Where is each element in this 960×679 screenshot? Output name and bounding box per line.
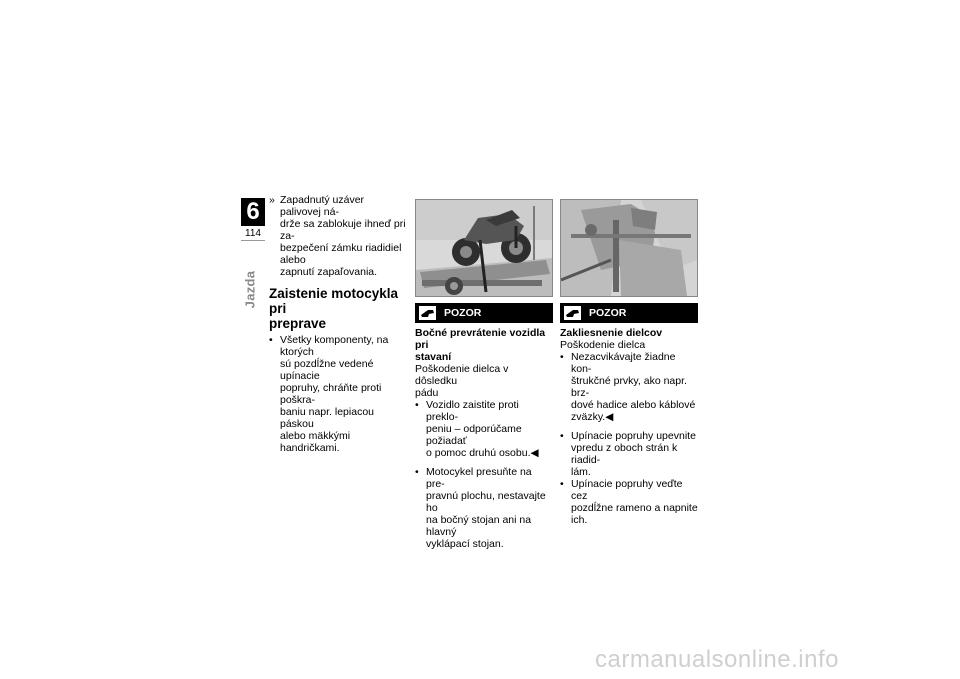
bullet-item (560, 430, 698, 478)
hand-warning-icon (419, 306, 436, 320)
text-line: Upínacie popruhy upevnite (571, 430, 696, 442)
strap-detail-illustration (561, 200, 697, 296)
text-line: sú pozdĺžne vedené upínacie (280, 358, 374, 382)
bullet-marker: • (560, 430, 564, 442)
chapter-side-label (234, 272, 264, 312)
heading-line: stavaní (415, 351, 452, 363)
hazard-description (415, 363, 553, 399)
watermark-text: carmanualsonline.info (595, 646, 839, 673)
bullet-item (415, 399, 553, 459)
chapter-tab (241, 198, 265, 240)
text-line: na bočný stojan ani na hlavný (426, 514, 532, 538)
motorcycle-on-trailer-illustration (416, 200, 552, 296)
hazard-heading: Zakliesnenie dielcov (560, 327, 663, 339)
strap-detail-photo (560, 199, 698, 297)
caution-title: POZOR (444, 307, 482, 319)
text-line: pádu (415, 387, 439, 399)
text-line: Zapadnutý uzáver palivovej ná- (280, 194, 365, 218)
text-line: Poškodenie dielca v dôsledku (415, 363, 509, 387)
bullet-marker: • (560, 351, 564, 363)
text-line: baniu napr. lepiacou páskou (280, 406, 374, 430)
text-line: lám. (571, 466, 591, 478)
text-line: vyklápací stojan. (426, 538, 504, 550)
text-line: Vozidlo zaistite proti preklo- (426, 399, 519, 423)
hand-warning-icon (564, 306, 581, 320)
text-line: drže sa zablokuje ihneď pri za- (280, 218, 406, 242)
column-1 (269, 194, 407, 454)
bullet-item (560, 478, 698, 526)
text-line: o pomoc druhú osobu.◀ (426, 447, 539, 459)
text-line: Nezacvikávajte žiadne kon- (571, 351, 676, 375)
bullet-marker: • (415, 466, 419, 478)
bullet-item (415, 466, 553, 550)
chapter-number: 6 (241, 198, 265, 226)
hazard-description: Poškodenie dielca (560, 339, 646, 351)
hazard-heading (415, 327, 553, 363)
text-line: pozdĺžne rameno a napnite ich. (571, 502, 698, 526)
caution-banner (415, 303, 553, 323)
heading-line: Zaistenie motocykla pri (269, 286, 399, 316)
section-heading (269, 286, 407, 331)
result-arrow-marker: » (269, 194, 275, 206)
chapter-side-label-text: Jazda (242, 270, 258, 309)
text-line: bezpečení zámku riadidiel alebo (280, 242, 402, 266)
caution-title: POZOR (589, 307, 627, 319)
bullet-item (560, 351, 698, 423)
text-line: Všetky komponenty, na ktorých (280, 334, 389, 358)
text-line: zväzky.◀ (571, 411, 614, 423)
text-line: zapnutí zapaľovania. (280, 266, 378, 278)
text-line: popruhy, chráňte proti poškra- (280, 382, 382, 406)
heading-line: Bočné prevrátenie vozidla pri (415, 327, 546, 351)
caution-banner (560, 303, 698, 323)
page-rule (241, 240, 265, 241)
text-line: Motocykel presuňte na pre- (426, 466, 532, 490)
text-line: peniu – odporúčame požiadať (426, 423, 522, 447)
bullet-marker: • (560, 478, 564, 490)
bullet-marker: • (269, 334, 273, 346)
bullet-item (269, 334, 407, 454)
page-number: 114 (241, 226, 265, 241)
text-line: štrukčné prvky, ako napr. brz- (571, 375, 687, 399)
text-line: vpredu z oboch strán k riadid- (571, 442, 678, 466)
intro-item (269, 194, 407, 278)
motorcycle-on-trailer-photo (415, 199, 553, 297)
text-line: Upínacie popruhy veďte cez (571, 478, 683, 502)
heading-line: preprave (269, 316, 327, 331)
column-3 (560, 199, 698, 526)
bullet-marker: • (415, 399, 419, 411)
text-line: alebo mäkkými handričkami. (280, 430, 351, 454)
column-2 (415, 199, 553, 550)
text-line: pravnú plochu, nestavajte ho (426, 490, 546, 514)
text-line: dové hadice alebo káblové (571, 399, 696, 411)
